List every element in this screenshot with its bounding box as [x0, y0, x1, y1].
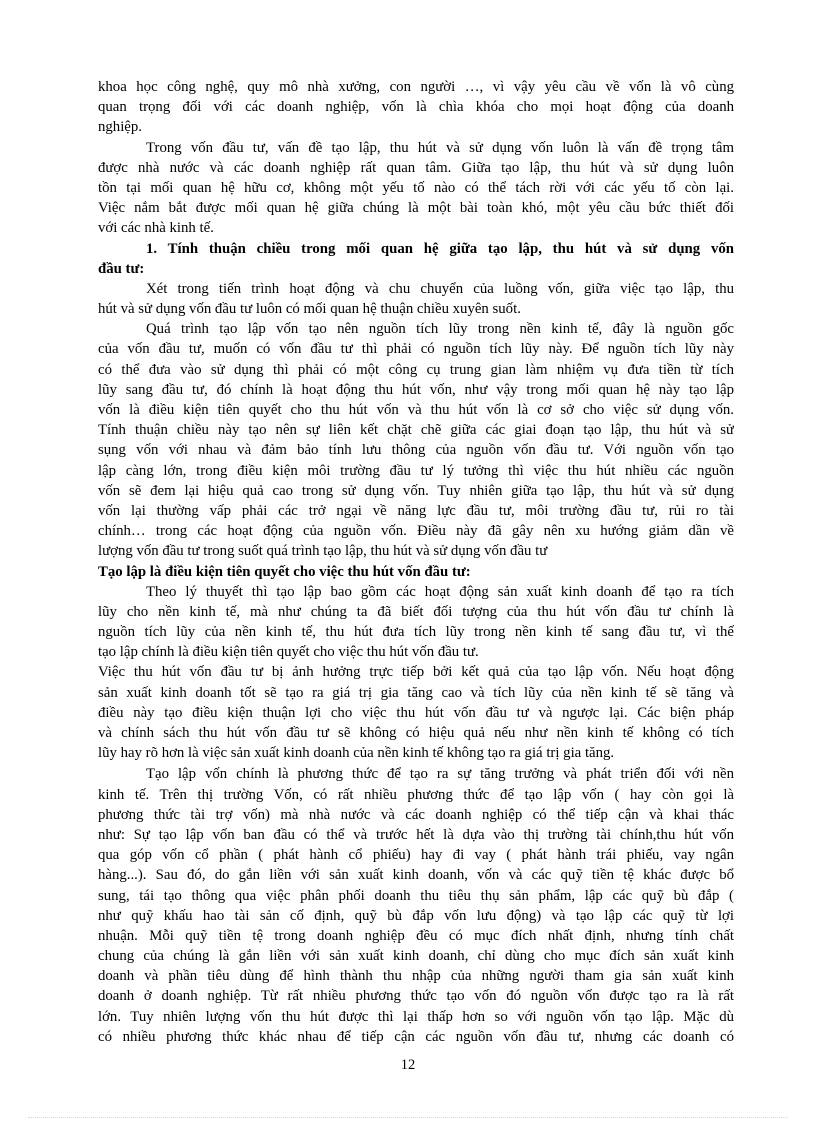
- text-line: Trong vốn đầu tư, vấn đề tạo lập, thu hút và sử dụng vốn luôn là vấn đề trọng tâm: [146, 139, 734, 156]
- text-line: vốn là điều kiện tiên quyết cho thu hút vốn và thu hút vốn là cơ sở cho việc sử dụng vốn.: [98, 402, 734, 418]
- text-line: qua góp vốn cổ phần ( phát hành cổ phiếu) hay đi vay ( phát hành trái phiếu, vay ngân: [98, 847, 734, 864]
- text-line: sụng vốn với nhau và đảm bảo tính lưu thông của nguồn vốn đầu tư. Với nguồn vốn tạo: [98, 442, 734, 459]
- text-line: doanh ở doanh nghiệp. Từ rất nhiều phương thức tạo vốn đó nguồn vốn được tạo ra là rất: [98, 988, 734, 1005]
- text-line: lũy cho nền kinh tế, mà như chúng ta đã biết đối tượng của thu hút vốn đầu tư chính là: [98, 603, 734, 620]
- text-line: Theo lý thuyết thì tạo lập bao gồm các hoạt động sản xuất kinh doanh để tạo ra tích: [146, 583, 734, 600]
- text-line: với các nhà kinh tế.: [98, 220, 214, 237]
- text-line: như quỹ khấu hao tài sản cố định, quỹ bù đắp vốn lưu động) và tạo lập các quỹ từ lợi: [98, 907, 734, 924]
- text-line: Xét trong tiến trình hoạt động và chu chuyển của luồng vốn, giữa việc tạo lập, thu: [146, 280, 734, 297]
- text-line: có nhiều phương thức khác nhau để tiếp cận các nguồn vốn đầu tư, nhưng các doanh có: [98, 1028, 734, 1045]
- text-line: điều này tạo điều kiện thuận lợi cho việc thu hút vốn đầu tư và ngược lại. Các biện pháp: [98, 704, 734, 721]
- text-line: hút và sử dụng vốn đầu tư luôn có mối quan hệ thuận chiều xuyên suốt.: [98, 301, 521, 318]
- page-footer-divider: [28, 1117, 788, 1118]
- section-heading: đầu tư:: [98, 260, 145, 277]
- document-body: [98, 77, 734, 1047]
- text-line: lập càng lớn, trong điều kiện môi trường đầu tư lý tưởng thì việc thu hút nhiều các nguồn: [98, 462, 734, 479]
- text-line: sản xuất kinh doanh tốt sẽ tạo ra giá trị gia tăng cao và tích lũy của nền kinh tế sẽ tăng và: [98, 684, 734, 701]
- text-line: chính… trong các hoạt động của nguồn vốn. Điều này đã gây nên xu hướng giảm dần về: [98, 523, 734, 540]
- text-line: chung của chúng là gắn liền với sản xuất kinh doanh, chỉ dùng cho mục đích sản xuất kinh: [98, 948, 734, 965]
- text-line: Tạo lập vốn chính là phương thức để tạo ra sự tăng trưởng và phát triển đối với nền: [146, 766, 734, 783]
- text-line: hàng...). Sau đó, do gắn liền với sản xuất kinh doanh, vốn và các quỹ tiền tệ khác được bổ: [98, 867, 734, 884]
- section-heading: 1. Tính thuận chiều trong mối quan hệ giữa tạo lập, thu hút và sử dụng vốn: [146, 240, 734, 257]
- text-line: tồn tại mối quan hệ hữu cơ, không một yếu tố nào có thể tách rời với các yếu tố còn lại.: [98, 179, 734, 196]
- text-line: có thể đưa vào sử dụng thì phải có một công cụ trung gian làm nhiệm vụ đưa tiền từ tích: [98, 361, 734, 378]
- text-line: lớn. Tuy nhiên lượng vốn thu hút được thì lại thấp hơn so với nguồn vốn tạo lập. Mặc dù: [98, 1008, 734, 1025]
- text-line: quan trọng đối với các doanh nghiệp, vốn là chìa khóa cho mọi hoạt động của doanh: [98, 99, 734, 116]
- text-line: lũy hay rõ hơn là việc sản xuất kinh doanh của nền kinh tế không tạo ra giá trị gia tăng.: [98, 745, 615, 762]
- text-line: vốn lại thường vấp phải các trở ngại về năng lực đầu tư, môi trường đầu tư, rủi ro tài: [98, 502, 734, 519]
- text-line: và chính sách thu hút vốn đầu tư sẽ không có hiệu quả nếu như nền kinh tế không có tích: [98, 725, 734, 741]
- page-number: 12: [400, 1057, 416, 1073]
- text-line: sung, tái tạo thông qua việc phân phối doanh thu tiêu thụ sản phẩm, lập các quỹ bù đắp (: [98, 887, 734, 904]
- text-line: Quá trình tạo lập vốn tạo nên nguồn tích lũy trong nền kinh tế, đây là nguồn gốc: [146, 321, 734, 338]
- subsection-heading: Tạo lập là điều kiện tiên quyết cho việc thu hút vốn đầu tư:: [98, 563, 471, 580]
- text-line: tạo lập chính là điều kiện tiên quyết cho việc thu hút vốn đầu tư.: [98, 644, 479, 661]
- text-line: của vốn đầu tư, muốn có vốn đầu tư thì phải có nguồn tích lũy này. Để nguồn tích lũy này: [98, 341, 734, 358]
- text-line: lượng vốn đầu tư trong suốt quá trình tạo lập, thu hút và sử dụng vốn đầu tư: [98, 543, 548, 560]
- text-line: phương thức tài trợ vốn) mà nhà nước và các doanh nghiệp có thể tiếp cận và khai thác: [98, 806, 734, 823]
- text-line: lũy sang đầu tư, đó chính là hoạt động thu hút vốn, như vậy trong mối quan hệ này tạo lập: [98, 381, 734, 398]
- text-line: nguồn tích lũy của nền kinh tế, thu hút đưa tích lũy trong nền kinh tế sang đầu tư, vì thế: [98, 624, 734, 641]
- text-line: vốn sẽ đem lại hiệu quả cao trong sử dụng vốn. Tuy nhiên giữa tạo lập, thu hút và sử dụng: [98, 482, 734, 499]
- text-line: nhuận. Mỗi quỹ tiền tệ trong doanh nghiệp đều có mục đích nhất định, nhưng tính chất: [98, 927, 734, 944]
- text-line: nghiệp.: [98, 119, 142, 136]
- text-line: khoa học công nghệ, quy mô nhà xưởng, con người …, vì vậy yêu cầu về vốn là vô cùng: [98, 79, 734, 95]
- text-line: doanh và phần tiêu dùng để hình thành thu nhập của những người tham gia sản xuất kinh: [98, 968, 734, 985]
- text-line: Tính thuận chiều này tạo nên sự liên kết chặt chẽ giữa các giai đoạn tạo lập, thu hút và sử: [98, 422, 734, 439]
- text-line: Việc thu hút vốn đầu tư bị ảnh hưởng trực tiếp bởi kết quả của tạo lập vốn. Nếu hoạt động: [98, 664, 734, 681]
- text-line: được nhà nước và các doanh nghiệp rất quan tâm. Giữa tạo lập, thu hút và sử dụng luôn: [98, 159, 734, 176]
- text-line: Việc nắm bắt được mối quan hệ giữa chúng là một bài toàn khó, một yêu cầu bức thiết đối: [98, 200, 734, 217]
- text-line: như: Sự tạo lập vốn ban đầu có thể và trước hết là dựa vào thị trường tài chính,thu hút vốn: [98, 826, 734, 843]
- text-line: kinh tế. Trên thị trường Vốn, có rất nhiều phương thức để tạo lập vốn ( hay còn gọi là: [98, 786, 734, 803]
